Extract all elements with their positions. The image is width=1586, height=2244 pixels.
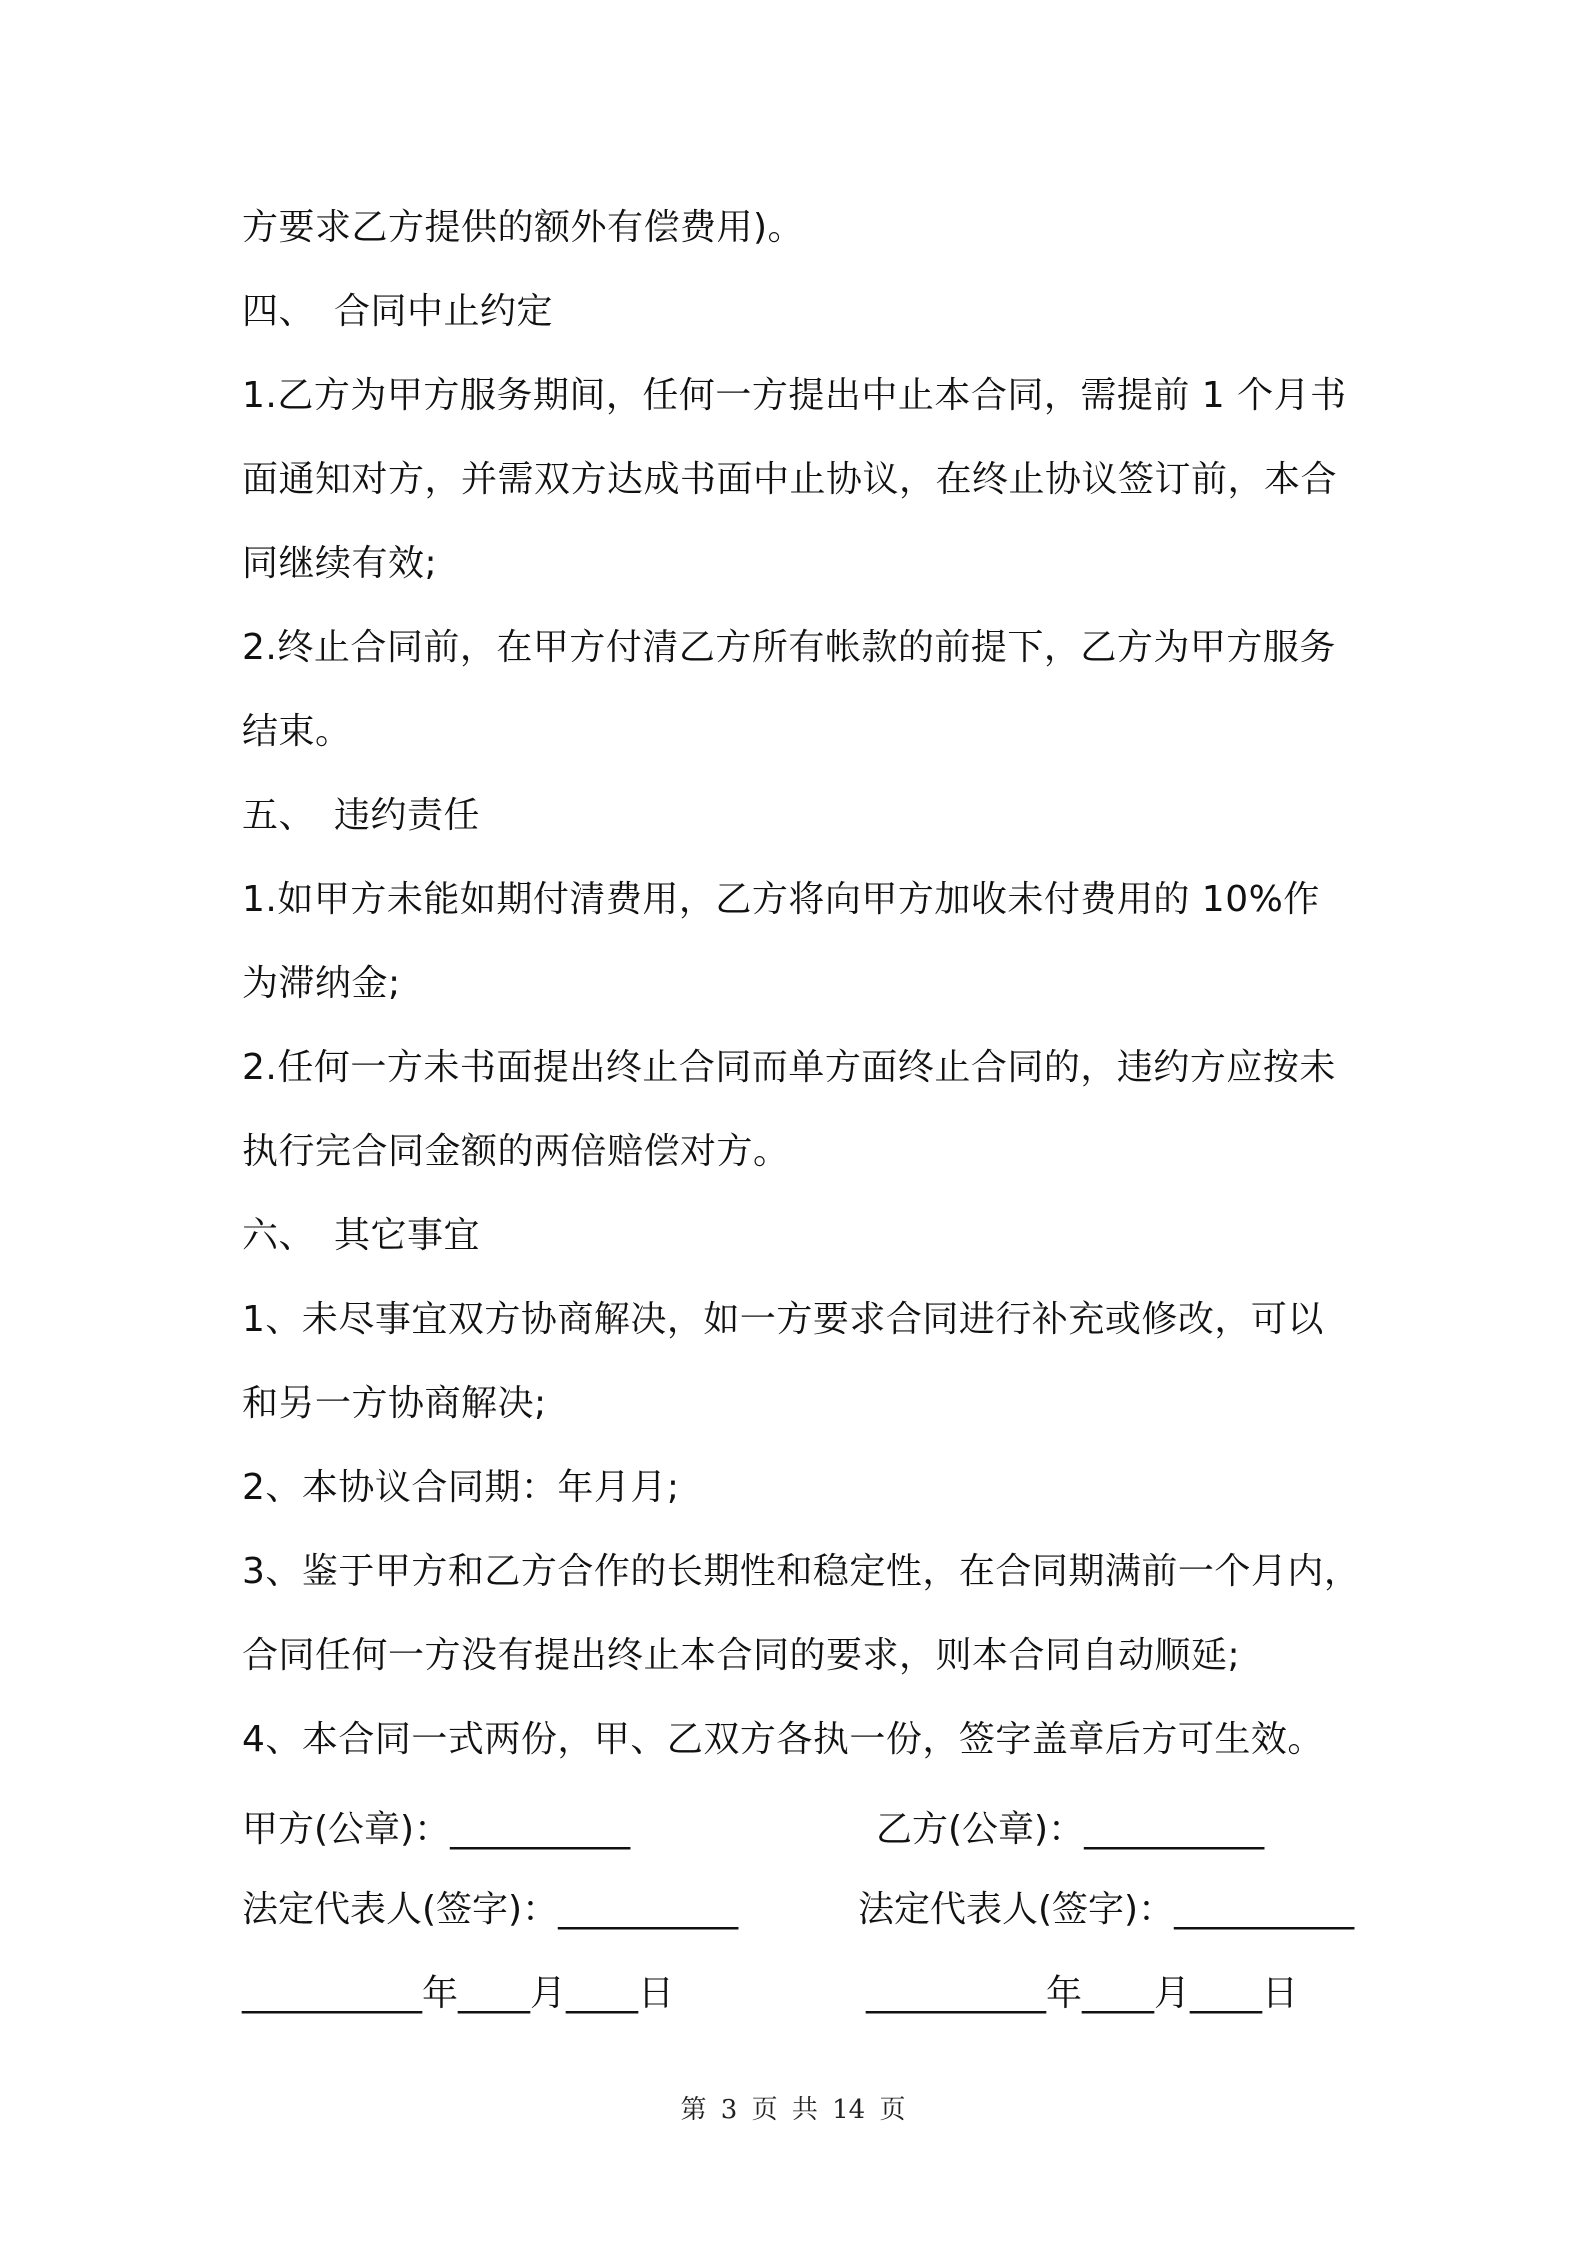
paragraph-line: 方要求乙方提供的额外有偿费用)。	[242, 207, 805, 248]
paragraph-line: 面通知对方，并需双方达成书面中止协议，在终止协议签订前，本合	[242, 459, 1338, 500]
party-a-representative-field: 法定代表人(签字)：__________	[242, 1889, 739, 1930]
paragraph-line: 1.如甲方未能如期付清费用，乙方将向甲方加收未付费用的 10%作	[242, 879, 1320, 920]
section-title: 违约责任	[334, 795, 481, 836]
section-number: 五、	[242, 795, 316, 836]
section-heading-5	[242, 794, 480, 838]
section-title: 合同中止约定	[334, 291, 554, 332]
party-b-date-field: __________年____月____日	[866, 1973, 1298, 2014]
paragraph-line: 执行完合同金额的两倍赔偿对方。	[242, 1131, 790, 1172]
paragraph-line: 1、未尽事宜双方协商解决，如一方要求合同进行补充或修改，可以	[242, 1299, 1324, 1340]
party-a-date-field: __________年____月____日	[242, 1973, 674, 2014]
section-number: 四、	[242, 291, 316, 332]
paragraph-line: 2、本协议合同期：年月月;	[242, 1467, 680, 1508]
section-number: 六、	[242, 1215, 316, 1256]
paragraph-line: 1.乙方为甲方服务期间，任何一方提出中止本合同，需提前 1 个月书	[242, 375, 1347, 416]
paragraph-line: 2.终止合同前，在甲方付清乙方所有帐款的前提下，乙方为甲方服务	[242, 627, 1336, 668]
paragraph-line: 和另一方协商解决;	[242, 1383, 547, 1424]
party-b-representative-field: 法定代表人(签字)：__________	[858, 1889, 1355, 1930]
party-a-seal-field: 甲方(公章)：__________	[242, 1809, 631, 1850]
section-title: 其它事宜	[334, 1215, 481, 1256]
paragraph-line: 2.任何一方未书面提出终止合同而单方面终止合同的，违约方应按未	[242, 1047, 1336, 1088]
paragraph-line: 3、鉴于甲方和乙方合作的长期性和稳定性，在合同期满前一个月内，	[242, 1551, 1361, 1592]
page-number-footer: 第 3 页 共 14 页	[680, 2095, 906, 2125]
section-heading-6	[242, 1214, 480, 1258]
paragraph-line: 结束。	[242, 711, 352, 752]
paragraph-line: 同继续有效;	[242, 543, 438, 584]
section-heading-4	[242, 290, 553, 334]
paragraph-line: 为滞纳金;	[242, 963, 401, 1004]
paragraph-line: 合同任何一方没有提出终止本合同的要求，则本合同自动顺延;	[242, 1635, 1241, 1676]
party-b-seal-field: 乙方(公章)：__________	[876, 1809, 1265, 1850]
paragraph-line: 4、本合同一式两份，甲、乙双方各执一份，签字盖章后方可生效。	[242, 1719, 1324, 1760]
